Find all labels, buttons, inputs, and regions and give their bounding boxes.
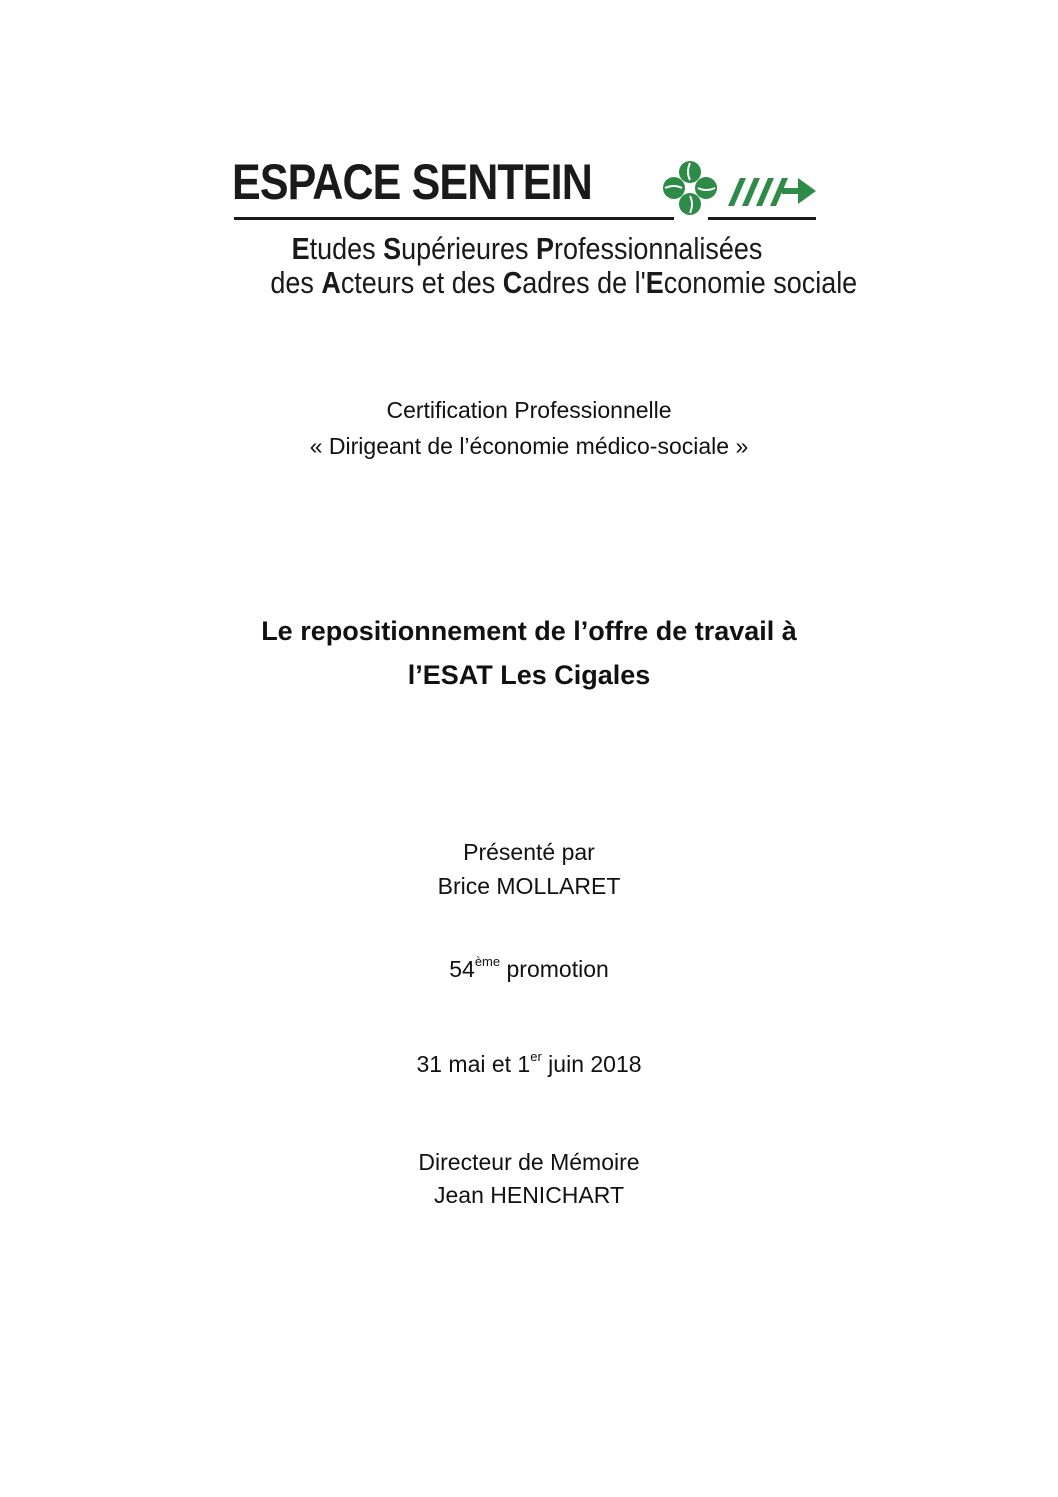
tagline-initial: C (502, 265, 523, 300)
tagline-text: des (270, 265, 322, 300)
tagline-text: conomie sociale (663, 265, 858, 300)
tagline-text: tudes (309, 231, 384, 266)
logo-underline-left (234, 217, 674, 220)
dates-part-1: 31 mai et 1 (416, 1051, 531, 1077)
tagline-line-1 (270, 232, 783, 266)
dates-suffix: er (530, 1049, 542, 1064)
certification-label: Certification Professionnelle (386, 397, 672, 423)
promotion (0, 955, 1058, 987)
tagline-text: cteurs et des (340, 265, 503, 300)
dates (0, 1050, 1058, 1082)
tagline-text: upérieures (401, 231, 536, 266)
arrows-icon (726, 172, 818, 210)
presenter-name: Brice MOLLARET (437, 873, 621, 899)
tagline-text: adres de l' (522, 265, 646, 300)
clover-icon (660, 158, 720, 218)
tagline-text: rofessionnalisées (553, 231, 763, 266)
tagline-line-2 (270, 265, 858, 300)
tagline-initial: A (321, 265, 341, 300)
logo-brand-name: ESPACE SENTEIN (232, 154, 592, 210)
promotion-suffix: ème (474, 954, 501, 969)
promotion-number: 54 (449, 956, 475, 982)
certification-title: « Dirigeant de l’économie médico-sociale » (309, 433, 749, 459)
presenter-label: Présenté par (463, 839, 595, 865)
tagline-initial: E (645, 265, 664, 300)
director-name: Jean HENICHART (433, 1182, 625, 1208)
dates-part-2: juin 2018 (541, 1051, 642, 1077)
thesis-title-line-1: Le repositionnement de l’offre de travail à (261, 616, 797, 646)
director-label: Directeur de Mémoire (418, 1149, 640, 1175)
thesis-title-line-2: l’ESAT Les Cigales (407, 660, 651, 690)
logo-tagline (270, 231, 858, 300)
logo-underline-right (708, 217, 816, 220)
tagline-initial: P (535, 231, 554, 266)
tagline-initial: S (383, 231, 402, 266)
espace-sentein-logo (232, 150, 858, 300)
promotion-label: promotion (500, 956, 609, 982)
tagline-initial: E (291, 231, 310, 266)
